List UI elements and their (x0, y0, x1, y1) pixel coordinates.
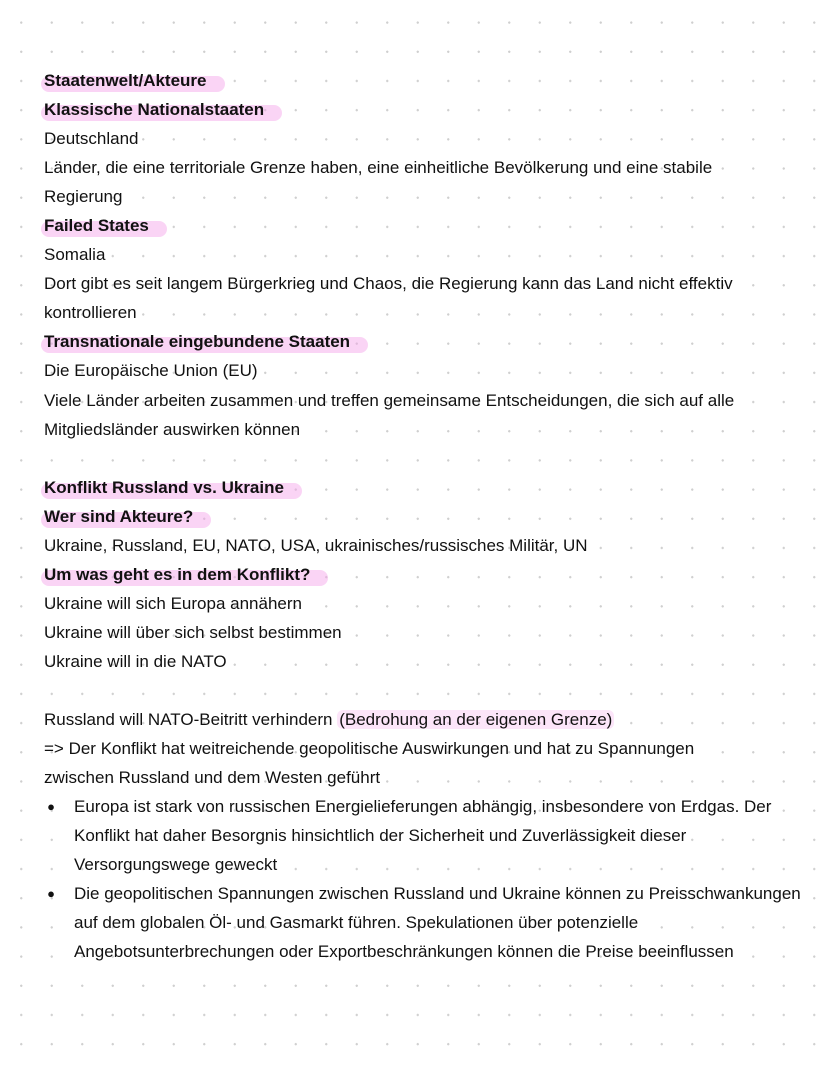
desc-transnational-2: Mitgliedsländer auswirken können (44, 419, 301, 439)
point-item: Ukraine will in die NATO (44, 651, 227, 671)
subheading-line (44, 211, 804, 240)
example-deutschland: Deutschland (44, 129, 139, 149)
desc-nationalstaaten-2: Regierung (44, 187, 123, 207)
notes-page (44, 66, 804, 966)
desc-failed-states-1: Dort gibt es seit langem Bürgerkrieg und Chaos, die Regierung kann das Land nicht effektiv (44, 274, 733, 294)
question-line (44, 502, 804, 531)
bullet-text: Europa ist stark von russischen Energielieferungen abhängig, insbesondere von Erdgas. Der Konflikt hat daher Besorgnis hinsichtlich der Sicherheit und Zuverlässigkeit dieser Versorgungswege geweckt (74, 797, 772, 875)
subheading-line (44, 95, 804, 124)
spacer (44, 676, 804, 705)
russia-statement-text: Russland will NATO-Beitritt verhindern (44, 710, 338, 730)
russia-statement (44, 705, 804, 734)
desc-transnational-1: Viele Länder arbeiten zusammen und treffen gemeinsame Entscheidungen, die sich auf alle (44, 390, 735, 410)
actors-list: Ukraine, Russland, EU, NATO, USA, ukrainisches/russisches Militär, UN (44, 535, 588, 555)
bullet-dot-icon: ● (47, 799, 55, 815)
subheading-failed-states: Failed States (44, 216, 149, 236)
bullet-item-energie (44, 792, 804, 879)
spacer (44, 444, 804, 473)
subheading-line (44, 327, 804, 356)
question-akteure: Wer sind Akteure? (44, 506, 194, 526)
example-somalia: Somalia (44, 245, 106, 265)
heading-konflikt-line (44, 473, 804, 502)
heading-staatenwelt: Staatenwelt/Akteure (44, 71, 207, 90)
desc-nationalstaaten-1: Länder, die eine territoriale Grenze haben, eine einheitliche Bevölkerung und eine stabile (44, 158, 713, 178)
heading-staatenwelt-line (44, 66, 804, 95)
bullet-list (44, 792, 804, 966)
heading-konflikt: Konflikt Russland vs. Ukraine (44, 477, 284, 497)
point-item: Ukraine will sich Europa annähern (44, 593, 302, 613)
bullet-item-preise (44, 879, 804, 966)
question-line (44, 560, 804, 589)
bullet-text: Die geopolitischen Spannungen zwischen Russland und Ukraine können zu Preisschwankungen auf dem globalen Öl- und Gasmarkt führen. Spekulationen über potenzielle Angebotsunterbrechungen oder Exportbeschränkungen können die Preise beeinflussen (74, 884, 801, 962)
desc-failed-states-2: kontrollieren (44, 303, 137, 323)
bullet-dot-icon: ● (47, 886, 55, 902)
consequence-1: => Der Konflikt hat weitreichende geopolitische Auswirkungen und hat zu Spannungen (44, 739, 695, 759)
consequence-2: zwischen Russland und dem Westen geführt (44, 768, 381, 788)
point-item: Ukraine will über sich selbst bestimmen (44, 622, 342, 642)
russia-statement-highlight: (Bedrohung an der eigenen Grenze) (339, 710, 613, 730)
question-konflikt: Um was geht es in dem Konflikt? (44, 564, 311, 584)
subheading-transnationale-staaten: Transnationale eingebundene Staaten (44, 332, 351, 352)
subheading-nationalstaaten: Klassische Nationalstaaten (44, 100, 265, 120)
example-eu: Die Europäische Union (EU) (44, 361, 258, 381)
